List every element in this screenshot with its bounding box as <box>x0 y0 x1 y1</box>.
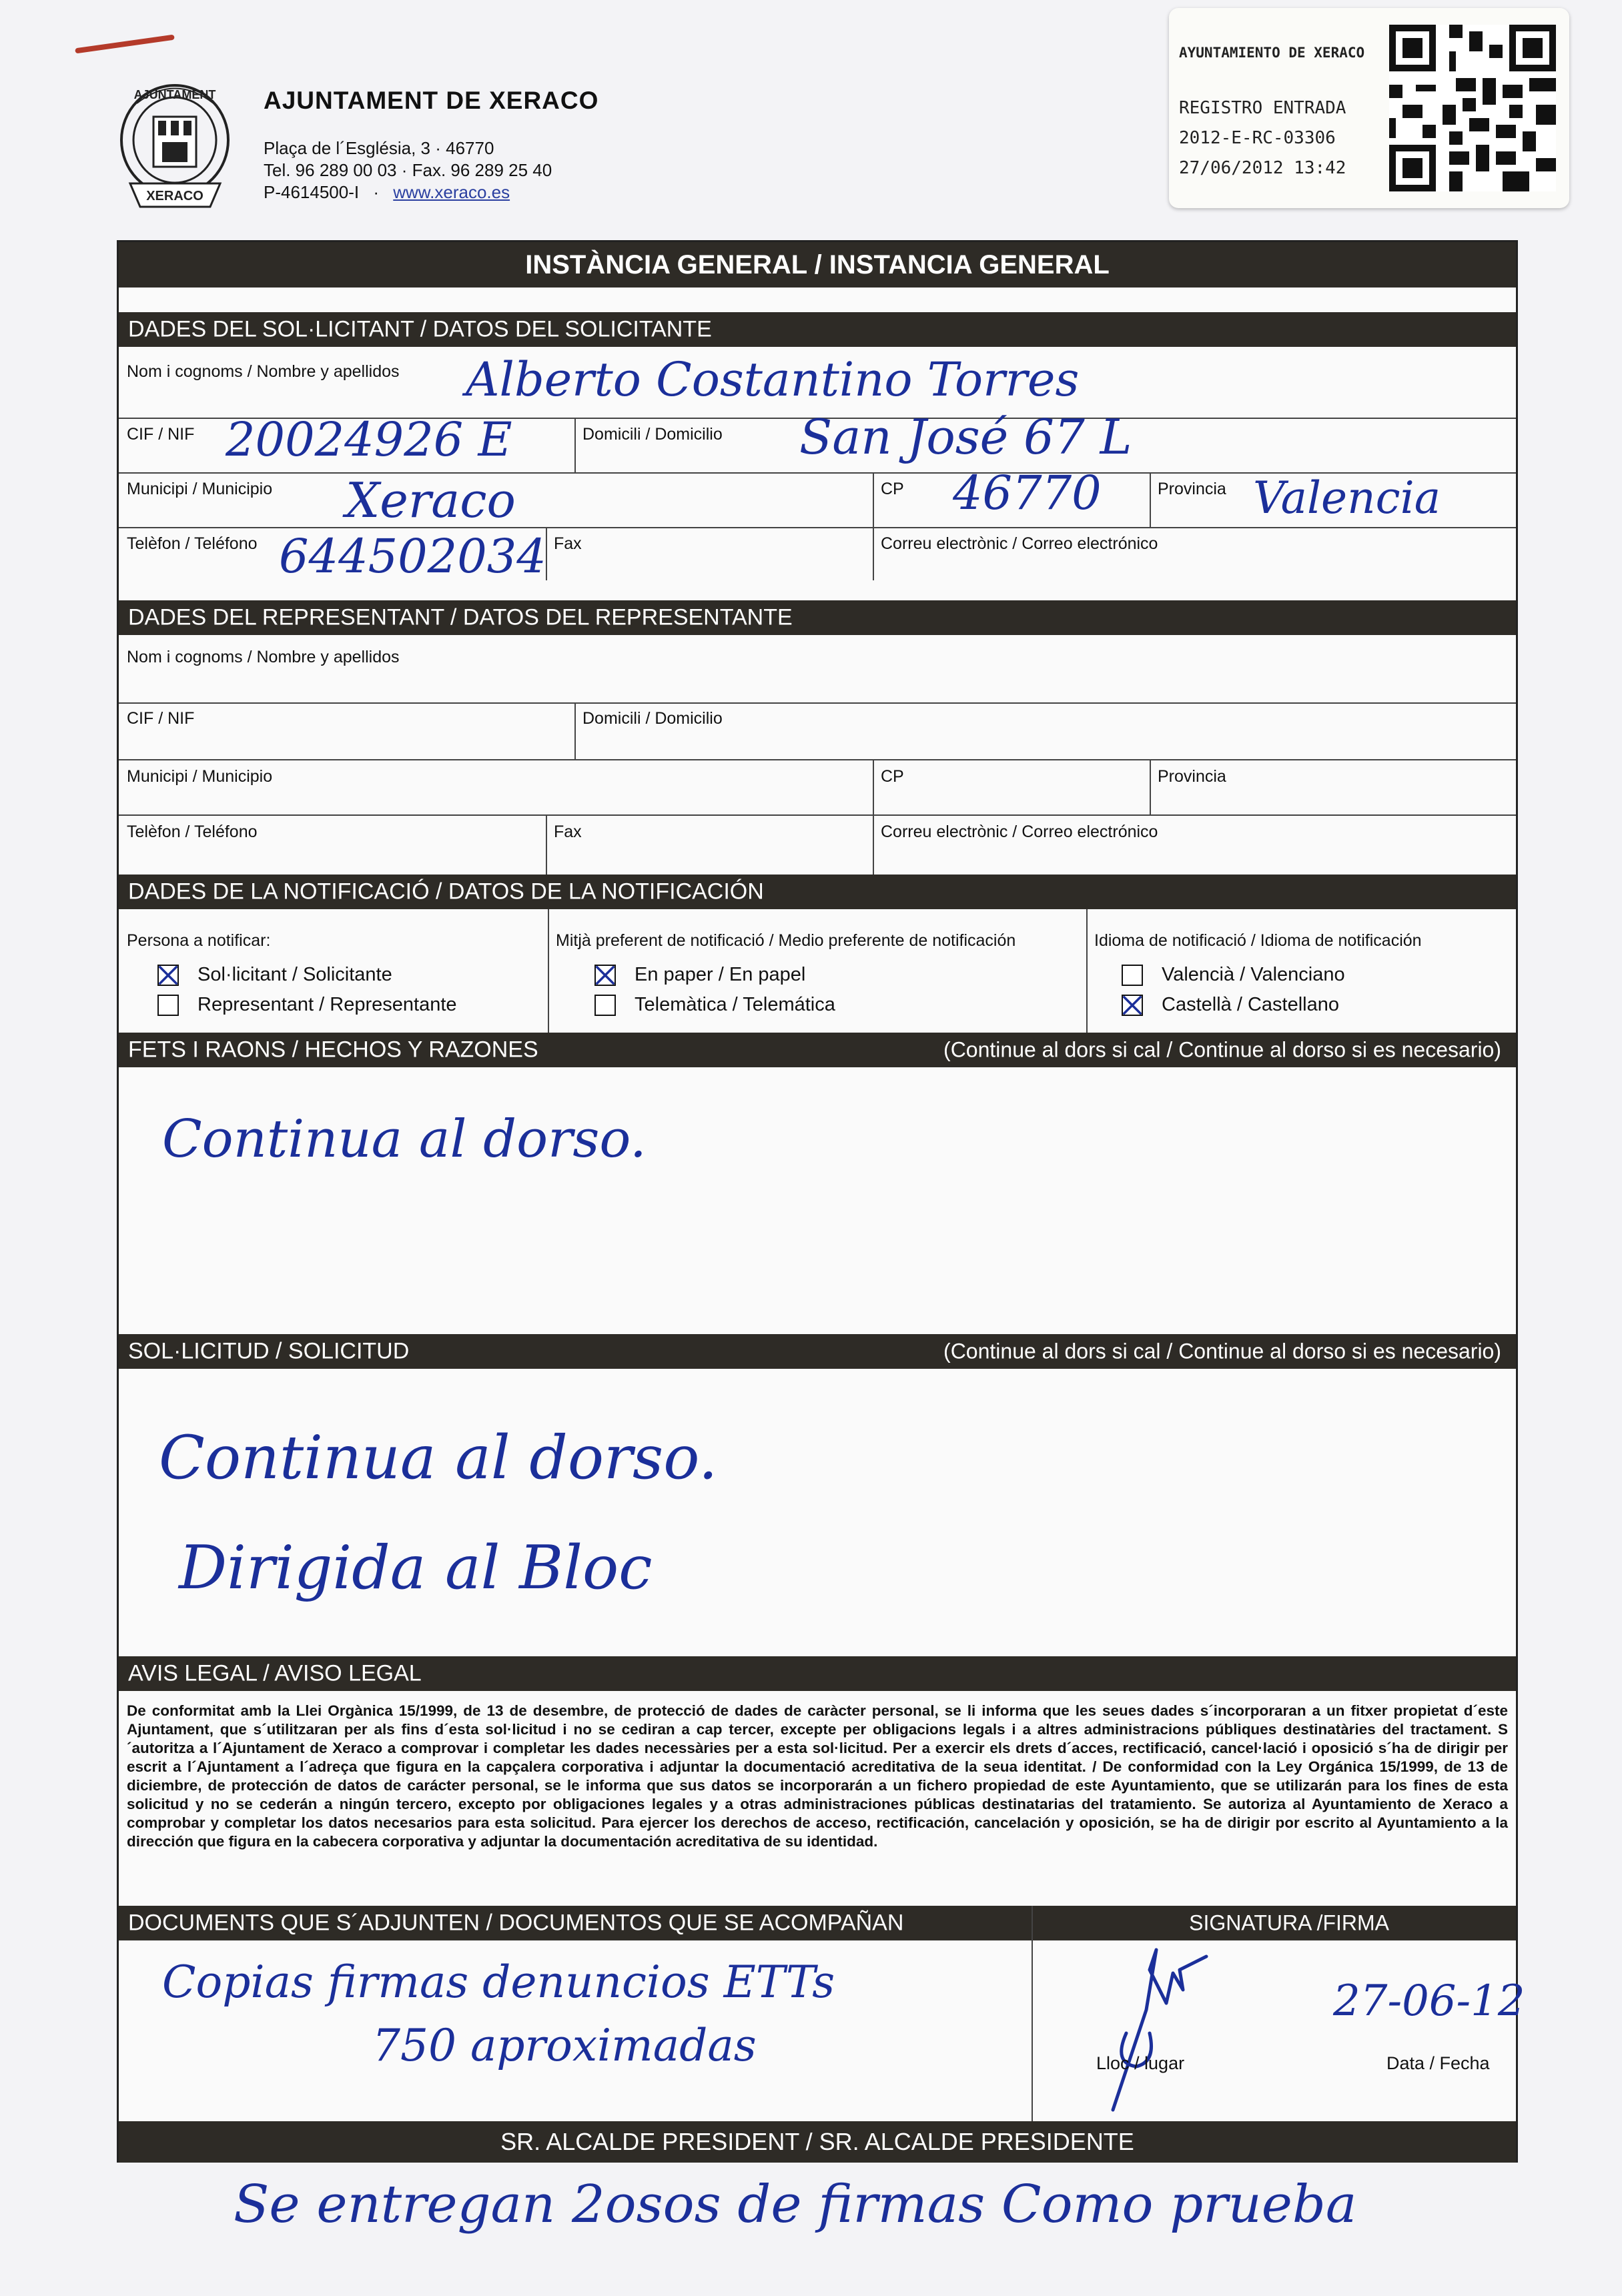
option-representative-label: Representant / Representante <box>197 994 457 1015</box>
applicant-cp-label: CP <box>881 480 904 498</box>
legal-section-title: AVIS LEGAL / AVISO LEGAL <box>128 1660 422 1686</box>
representative-province-label: Provincia <box>1158 767 1226 786</box>
stamp-label: REGISTRO ENTRADA <box>1179 98 1346 118</box>
notify-person-header: Persona a notificar: <box>127 931 271 950</box>
representative-address-label: Domicili / Domicilio <box>582 709 723 728</box>
option-applicant-label: Sol·licitant / Solicitante <box>197 964 392 985</box>
org-phone: Tel. 96 289 00 03 · Fax. 96 289 25 40 <box>264 160 552 180</box>
applicant-address-value: San José 67 L <box>799 409 1132 465</box>
applicant-cif-label: CIF / NIF <box>127 425 195 444</box>
applicant-section-header <box>119 312 1516 347</box>
place-label: Lloc / lugar <box>1096 2053 1185 2073</box>
request-section-title: SOL·LICITUD / SOLICITUD <box>128 1338 410 1364</box>
applicant-fax-label: Fax <box>554 534 582 553</box>
date-label: Data / Fecha <box>1386 2053 1490 2073</box>
facts-section-header <box>119 1033 1516 1067</box>
applicant-province-value: Valencia <box>1253 472 1441 524</box>
org-cif-line <box>264 182 510 203</box>
representative-section-title: DADES DEL REPRESENTANT / DATOS DEL REPRESENTANTE <box>128 604 793 630</box>
facts-handwritten: Continua al dorso. <box>162 1109 647 1169</box>
stamp-number: 2012-E-RC-03306 <box>1179 128 1336 148</box>
checkbox-applicant[interactable] <box>157 965 179 986</box>
documents-handwritten-line-2: 750 aproximadas <box>372 2020 757 2071</box>
notify-language-header: Idioma de notificació / Idioma de notificación <box>1094 931 1422 950</box>
documents-section-title: DOCUMENTS QUE S´ADJUNTEN / DOCUMENTOS QUE SE ACOMPAÑAN <box>128 1910 904 1936</box>
documents-handwritten-line-1: Copias firmas denuncios ETTs <box>162 1956 835 2008</box>
applicant-name-label: Nom i cognoms / Nombre y apellidos <box>127 362 400 381</box>
bottom-handwritten-note: Se entregan 2osos de firmas Como prueba <box>234 2175 1357 2235</box>
representative-section-header <box>119 600 1516 635</box>
checkbox-telematic[interactable] <box>594 995 616 1016</box>
option-spanish-label: Castellà / Castellano <box>1162 994 1339 1015</box>
representative-municipality-label: Municipi / Municipio <box>127 767 273 786</box>
representative-email-label: Correu electrònic / Correo electrónico <box>881 822 1158 841</box>
handwritten-signature <box>1013 1910 1253 2123</box>
stamp-datetime: 27/06/2012 13:42 <box>1179 158 1346 178</box>
org-separator: · <box>373 182 380 202</box>
applicant-section-title: DADES DEL SOL·LICITANT / DATOS DEL SOLICITANTE <box>128 316 712 342</box>
org-website-link[interactable]: www.xeraco.es <box>393 182 510 202</box>
registry-stamp <box>1169 8 1569 208</box>
checkbox-representative[interactable] <box>157 995 179 1016</box>
date-handwritten: 27-06-12 <box>1333 1976 1525 2026</box>
general-request-form <box>117 240 1525 2163</box>
request-continue-note: (Continue al dors si cal / Continue al dorso si es necesario) <box>943 1339 1501 1363</box>
org-name: AJUNTAMENT DE XERACO <box>264 87 599 114</box>
applicant-address-label: Domicili / Domicilio <box>582 425 723 444</box>
svg-text:XERACO: XERACO <box>146 189 204 203</box>
checkbox-valencian[interactable] <box>1122 965 1143 986</box>
request-handwritten-line-1: Continua al dorso. <box>159 1423 718 1493</box>
applicant-phone-label: Telèfon / Teléfono <box>127 534 258 553</box>
red-pencil-mark <box>75 35 175 54</box>
facts-section-title: FETS I RAONS / HECHOS Y RAZONES <box>128 1037 538 1063</box>
legal-notice-text: De conformitat amb la Llei Orgànica 15/1999, de 13 de desembre, de protecció de dades de caràcter personal, se li informa que les seues dades s´incorporaran a un fitxer propietat d´este Ajuntament, que s´utilitzaran per als fins d´esta sol·licitud i no se cediran a cap tercer, excepte per obligacions legals i a altres administracions públiques destinatàries del tractament. S´autoritza a l´Ajuntament de Xeraco a comprovar i completar les dades necessàries per a esta sol·licitud. Per a exercir els drets d´acces, rectificació, cancel·lació i oposició s´ha de dirigir per escrit a l´Ajuntament a l´adreça que figura en la capçalera corporativa i adjuntar la documentació acreditativa de la seua identitat. / De conformidad con la Ley Orgánica 15/1999, de 13 de diciembre, de protección de datos de carácter personal, se le informa que sus datos se incorporarán a un fichero propiedad de este Ayuntamiento, que se utilizarán para los fines de esta solicitud y no se cederán a ningún tercero, excepto por obligaciones legales y a otras administraciones públicas destinatarias del tratamiento. Se autoriza al Ayuntamiento de Xeraco a comprobar y completar los datos necesarios para esta solicitud. Para ejercer los derechos de acceso, rectificación, cancelación y oposición, se ha de dirigir por escrito al Ayuntamiento a la dirección que figura en la cabecera corporativa y adjuntar la documentación acreditativa de su identidad. <box>127 1702 1508 1850</box>
qr-code-icon <box>1389 25 1556 191</box>
applicant-municipality-value: Xeraco <box>346 472 516 528</box>
representative-phone-label: Telèfon / Teléfono <box>127 822 258 841</box>
applicant-name-value: Alberto Costantino Torres <box>466 352 1080 407</box>
applicant-municipality-label: Municipi / Municipio <box>127 480 273 498</box>
form-title: INSTÀNCIA GENERAL / INSTANCIA GENERAL <box>119 242 1516 288</box>
checkbox-paper[interactable] <box>594 965 616 986</box>
svg-text:AJUNTAMENT: AJUNTAMENT <box>133 88 216 101</box>
representative-name-label: Nom i cognoms / Nombre y apellidos <box>127 648 400 666</box>
org-cif: P-4614500-I <box>264 182 360 202</box>
representative-fax-label: Fax <box>554 822 582 841</box>
applicant-province-label: Provincia <box>1158 480 1226 498</box>
notify-medium-header: Mitjà preferent de notificació / Medio preferente de notificación <box>556 931 1016 950</box>
facts-continue-note: (Continue al dors si cal / Continue al dorso si es necesario) <box>943 1037 1501 1062</box>
request-section-header <box>119 1334 1516 1369</box>
addressee-footer-bar: SR. ALCALDE PRESIDENT / SR. ALCALDE PRESIDENTE <box>119 2121 1516 2163</box>
option-valencian-label: Valencià / Valenciano <box>1162 964 1345 985</box>
applicant-cif-value: 20024926 E <box>226 412 512 467</box>
legal-section-header <box>119 1656 1516 1691</box>
applicant-phone-value: 644502034 <box>279 529 546 584</box>
notification-section-header <box>119 875 1516 909</box>
notification-section-title: DADES DE LA NOTIFICACIÓ / DATOS DE LA NOTIFICACIÓN <box>128 879 764 905</box>
stamp-org: AYUNTAMIENTO DE XERACO <box>1179 45 1365 61</box>
applicant-cp-value: 46770 <box>953 466 1102 520</box>
applicant-email-label: Correu electrònic / Correo electrónico <box>881 534 1158 553</box>
documents-section-header <box>119 1906 1516 1940</box>
signature-header: SIGNATURA /FIRMA <box>1189 1910 1389 1935</box>
org-address: Plaça de l´Església, 3 · 46770 <box>264 138 494 158</box>
representative-cif-label: CIF / NIF <box>127 709 195 728</box>
coat-of-arms-logo <box>117 77 234 213</box>
option-paper-label: En paper / En papel <box>635 964 806 985</box>
request-handwritten-line-2: Dirigida al Bloc <box>179 1533 653 1603</box>
checkbox-spanish[interactable] <box>1122 995 1143 1016</box>
option-telematic-label: Telemàtica / Telemática <box>635 994 835 1015</box>
representative-cp-label: CP <box>881 767 904 786</box>
